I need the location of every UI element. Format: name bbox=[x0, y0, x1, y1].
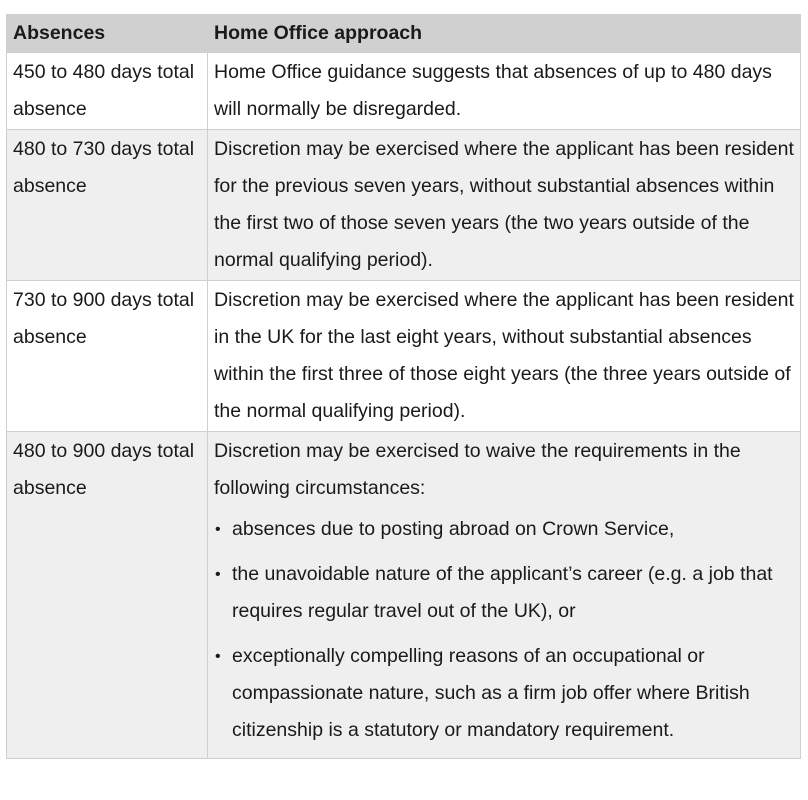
table-row bbox=[7, 281, 801, 432]
absences-cell bbox=[7, 432, 208, 759]
absences-range: 480 to 900 days total absence bbox=[13, 440, 195, 499]
header-absences: Absences bbox=[7, 15, 208, 53]
bullet-icon: • bbox=[215, 648, 221, 665]
approach-cell bbox=[208, 53, 801, 130]
approach-cell bbox=[208, 432, 801, 759]
bullet-icon: • bbox=[215, 566, 221, 583]
absences-table bbox=[6, 14, 801, 759]
page-bottom-edge bbox=[6, 787, 800, 800]
table-row bbox=[7, 53, 801, 130]
absences-range: 730 to 900 days total absence bbox=[13, 289, 195, 348]
table-header-row bbox=[7, 15, 801, 53]
circumstances-list bbox=[214, 511, 794, 749]
approach-text: Discretion may be exercised where the applicant has been resident for the previous seven years, without substantial absences within the first two of those seven years (the two years outside of the normal qualifying period). bbox=[214, 138, 794, 271]
list-item-text: absences due to posting abroad on Crown Service, bbox=[232, 518, 675, 540]
list-item bbox=[214, 511, 794, 548]
approach-text: Home Office guidance suggests that absences of up to 480 days will normally be disregarded. bbox=[214, 61, 772, 120]
table-row bbox=[7, 130, 801, 281]
absences-cell bbox=[7, 53, 208, 130]
list-item bbox=[214, 556, 794, 630]
header-home-office-approach: Home Office approach bbox=[208, 15, 801, 53]
list-item bbox=[214, 638, 794, 749]
bullet-icon: • bbox=[215, 521, 221, 538]
approach-text: Discretion may be exercised where the applicant has been resident in the UK for the last eight years, without substantial absences within the first three of those eight years (the three years outside of the normal qualifying period). bbox=[214, 289, 794, 422]
list-item-text: exceptionally compelling reasons of an occupational or compassionate nature, such as a firm job offer where British citizenship is a statutory or mandatory requirement. bbox=[232, 645, 750, 741]
table-row bbox=[7, 432, 801, 759]
absences-cell bbox=[7, 281, 208, 432]
absences-range: 480 to 730 days total absence bbox=[13, 138, 195, 197]
absences-table-container bbox=[6, 14, 800, 759]
approach-cell bbox=[208, 281, 801, 432]
approach-text: Discretion may be exercised to waive the requirements in the following circumstances: bbox=[214, 440, 741, 499]
approach-cell bbox=[208, 130, 801, 281]
list-item-text: the unavoidable nature of the applicant’s career (e.g. a job that requires regular travel out of the UK), or bbox=[232, 563, 773, 622]
absences-range: 450 to 480 days total absence bbox=[13, 61, 195, 120]
absences-cell bbox=[7, 130, 208, 281]
